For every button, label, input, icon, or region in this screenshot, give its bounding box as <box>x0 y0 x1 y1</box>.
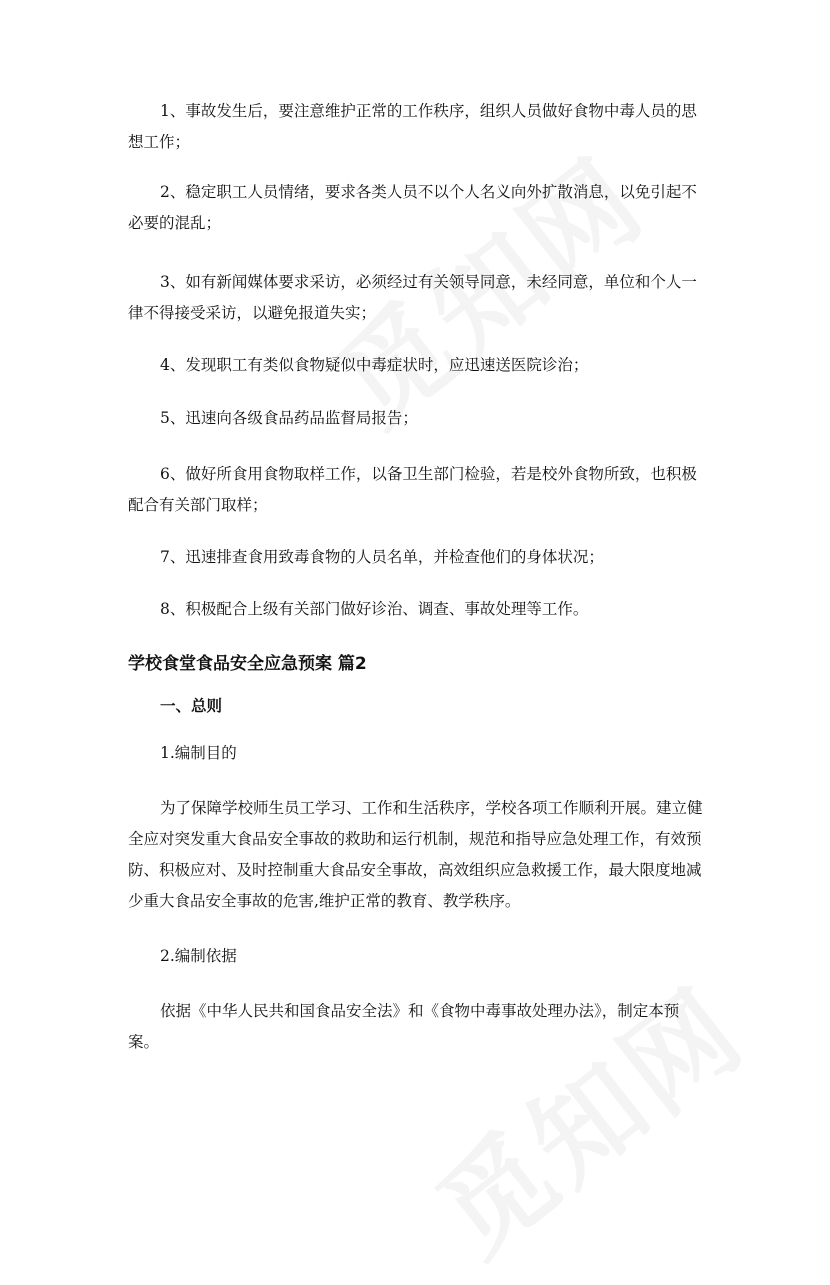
subsection-title: 一、总则 <box>160 697 223 715</box>
list-item-6: 6、做好所食用食物取样工作，以备卫生部门检验，若是校外食物所致，也积极配合有关部门取样； <box>128 465 697 514</box>
list-item-5: 5、迅速向各级食品药品监督局报告； <box>160 409 418 427</box>
basis-title: 2.编制依据 <box>160 947 237 965</box>
list-item-7: 7、迅速排查食用致毒食物的人员名单，并检查他们的身体状况； <box>160 548 604 566</box>
list-item-1: 1、事故发生后，要注意维护正常的工作秩序，组织人员做好食物中毒人员的思想工作； <box>128 102 697 151</box>
list-item-3: 3、如有新闻媒体要求采访，必须经过有关领导同意，未经同意，单位和个人一律不得接受采访，以避免报道失实； <box>128 273 697 322</box>
list-item-4: 4、发现职工有类似食物疑似中毒症状时，应迅速送医院诊治； <box>160 356 589 374</box>
list-item-2: 2、稳定职工人员情绪，要求各类人员不以个人名义向外扩散消息，以免引起不必要的混乱； <box>128 183 697 232</box>
section-title: 学校食堂食品安全应急预案 篇2 <box>128 654 367 674</box>
basis-text: 依据《中华人民共和国食品安全法》和《食物中毒事故处理办法》，制定本预案。 <box>128 1002 680 1051</box>
purpose-title: 1.编制目的 <box>160 744 237 762</box>
purpose-text: 为了保障学校师生员工学习、工作和生活秩序，学校各项工作顺利开展。建立健全应对突发重大食品安全事故的救助和运行机制，规范和指导应急处理工作，有效预防、积极应对、及时控制重大食品安全事故，高效组织应急救援工作，最大限度地减少重大食品安全事故的危害,维护正常的教育、教学秩序。 <box>128 799 703 910</box>
list-item-8: 8、积极配合上级有关部门做好诊治、调查、事故处理等工作。 <box>160 600 589 618</box>
